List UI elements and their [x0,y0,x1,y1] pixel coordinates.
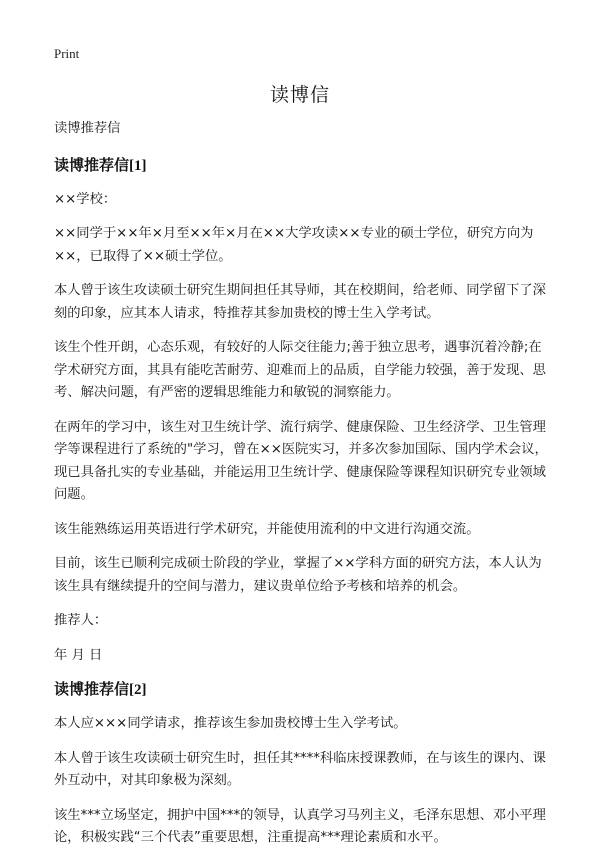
print-link[interactable]: Print [54,46,80,61]
letter2-paragraph-3: 该生***立场坚定，拥护中国***的领导，认真学习马列主义，毛泽东思想、邓小平理论，积极实践“三个代表”重要思想，注重提高***理论素质和水平。 [54,807,546,845]
letter1-paragraph-2: 本人曾于该生攻读硕士研究生期间担任其导师，其在校期间，给老师、同学留下了深刻的印象，应其本人请求，特推荐其参加贵校的博士生入学考试。 [54,283,546,321]
intro-text: 读博推荐信 [54,121,121,136]
letter2-paragraph-2: 本人曾于该生攻读硕士研究生时，担任其****科临床授课教师，在与该生的课内、课外互动中，对其印象极为深刻。 [54,750,546,788]
page-title: 读博信 [269,84,330,106]
letter1-date: 年 月 日 [54,647,103,663]
letter2-heading: 读博推荐信[2] [54,682,147,698]
letter2-paragraph-1: 本人应×××同学请求，推荐该生参加贵校博士生入学考试。 [54,716,407,731]
letter1-signer: 推荐人： [54,613,108,628]
letter1-heading: 读博推荐信[1] [54,157,147,174]
letter1-paragraph-3: 该生个性开朗，心态乐观，有较好的人际交往能力;善于独立思考，遇事沉着冷静;在学术研究方面，其具有能吃苦耐劳、迎难而上的品质，自学能力较强，善于发现、思考、解决问题，有严密的逻辑思维能力和敏锐的洞察能力。 [54,340,546,400]
letter1-paragraph-6: 目前，该生已顺利完成硕士阶段的学业，掌握了××学科方面的研究方法，本人认为该生具有继续提升的空间与潜力，建议贵单位给予考核和培养的机会。 [54,556,542,594]
letter1-salutation: ××学校： [54,191,117,207]
document-body [54,118,554,862]
letter1-paragraph-5: 该生能熟练运用英语进行学术研究，并能使用流利的中文进行沟通交流。 [54,521,480,537]
letter1-paragraph-4: 在两年的学习中，该生对卫生统计学、流行病学、健康保险、卫生经济学、卫生管理学等课程进行了系统的"学习，曾在××医院实习，并多次参加国际、国内学术会议，现已具备扎实的专业基础，并能运用卫生统计学、健康保险等课程知识研究专业领域问题。 [54,419,548,502]
letter1-paragraph-1: ××同学于××年×月至××年×月在××大学攻读××专业的硕士学位，研究方向为××，已取得了××硕士学位。 [54,226,534,264]
